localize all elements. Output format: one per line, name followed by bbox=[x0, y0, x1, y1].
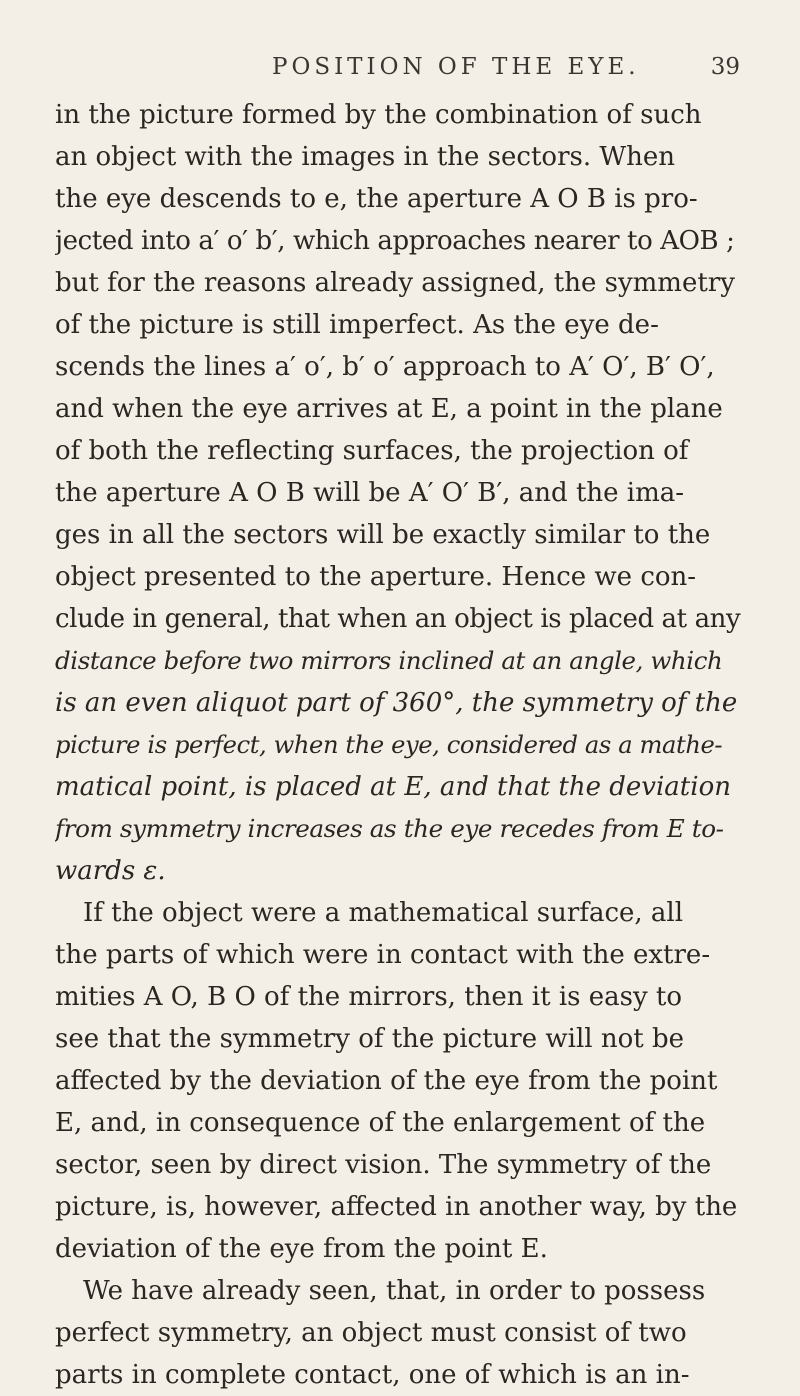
text-line: deviation of the eye from the point E. bbox=[55, 1234, 548, 1264]
text-line: an object with the images in the sectors. When bbox=[55, 142, 675, 172]
text-line: jected into a′ o′ b′, which approaches nearer to AOB ; bbox=[55, 226, 735, 256]
text-line: ges in all the sectors will be exactly similar to the bbox=[55, 520, 711, 550]
paragraph-start-line: We have already seen, that, in order to possess bbox=[83, 1276, 706, 1306]
running-head-title: POSITION OF THE EYE. bbox=[272, 54, 640, 80]
text-line: see that the symmetry of the picture will not be bbox=[55, 1024, 684, 1054]
text-line: of the picture is still imperfect. As the eye de- bbox=[55, 310, 659, 340]
text-line: in the picture formed by the combination of such bbox=[55, 100, 702, 130]
text-line-italic: picture is perfect, when the eye, considered as a mathe- bbox=[55, 731, 723, 759]
text-line: but for the reasons already assigned, the symmetry bbox=[55, 268, 735, 298]
text-line: scends the lines a′ o′, b′ o′ approach to A′ O′, B′ O′, bbox=[55, 352, 715, 382]
text-line: E, and, in consequence of the enlargement of the bbox=[55, 1108, 706, 1138]
body-text bbox=[55, 94, 745, 1396]
text-line-italic: matical point, is placed at E, and that the deviation bbox=[55, 772, 731, 802]
text-line: the aperture A O B will be A′ O′ B′, and the ima- bbox=[55, 478, 685, 508]
text-line-italic: distance before two mirrors inclined at an angle, which bbox=[55, 646, 723, 675]
page-number: 39 bbox=[710, 54, 740, 80]
text-line: and when the eye arrives at E, a point in the plane bbox=[55, 394, 723, 424]
text-line-italic: wards ε. bbox=[55, 856, 166, 886]
text-line: of both the reflecting surfaces, the projection of bbox=[55, 436, 689, 466]
text-line: mities A O, B O of the mirrors, then it is easy to bbox=[55, 982, 683, 1012]
text-line-italic: is an even aliquot part of 360°, the symmetry of the bbox=[55, 688, 738, 718]
text-line-italic: from symmetry increases as the eye recedes from E to- bbox=[55, 814, 724, 843]
text-line: picture, is, however, affected in another way, by the bbox=[55, 1192, 738, 1222]
text-line: the eye descends to e, the aperture A O B is pro- bbox=[55, 184, 698, 214]
text-line: affected by the deviation of the eye from the point bbox=[55, 1066, 718, 1096]
paragraph-start-line: If the object were a mathematical surface, all bbox=[83, 898, 684, 928]
text-line: parts in complete contact, one of which is an in- bbox=[55, 1360, 690, 1390]
text-line: clude in general, that when an object is placed at any bbox=[55, 604, 741, 634]
text-line: object presented to the aperture. Hence we con- bbox=[55, 562, 697, 592]
text-line: sector, seen by direct vision. The symmetry of the bbox=[55, 1150, 712, 1180]
text-line: perfect symmetry, an object must consist of two bbox=[55, 1318, 687, 1348]
text-line: the parts of which were in contact with the extre- bbox=[55, 940, 711, 970]
running-head bbox=[0, 54, 800, 94]
